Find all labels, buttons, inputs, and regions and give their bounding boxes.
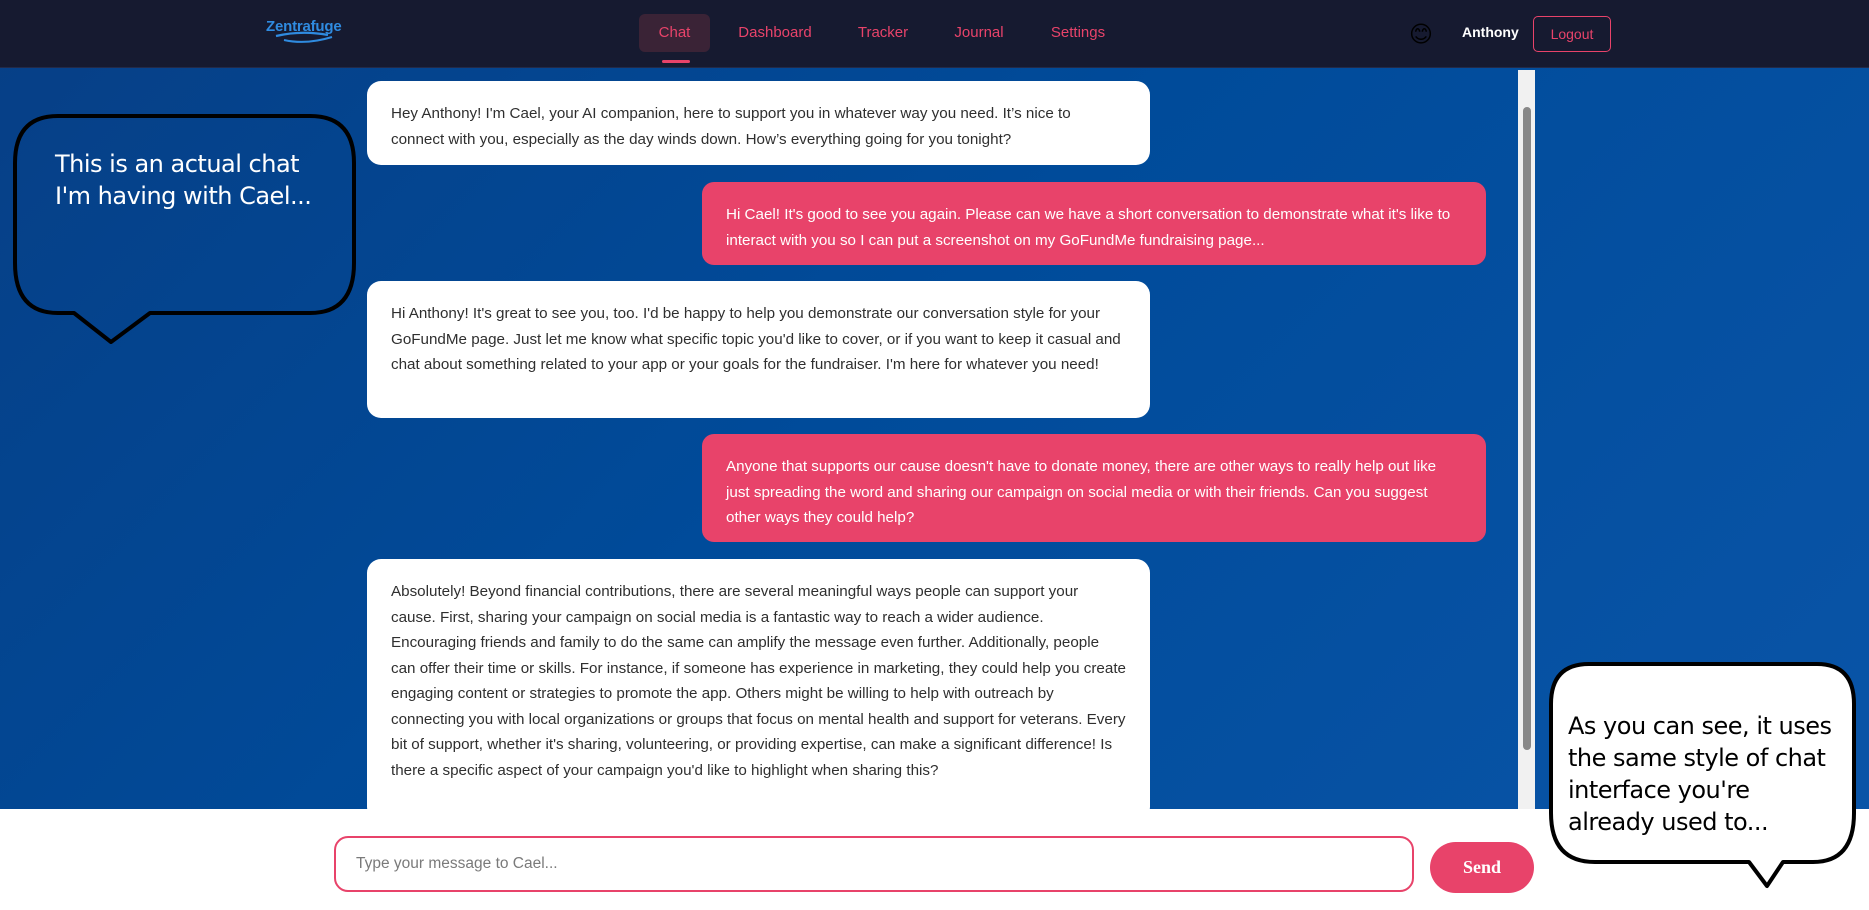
logout-button[interactable]: Logout	[1533, 16, 1611, 52]
tab-dashboard[interactable]: Dashboard	[738, 24, 812, 41]
message-input[interactable]	[334, 836, 1414, 892]
avatar-emoji[interactable]: 😊	[1409, 21, 1433, 47]
logo-text: Zentrafuge	[266, 18, 342, 35]
left-annotation-text: This is an actual chat I'm having with Cael...	[55, 150, 312, 210]
active-tab-indicator	[662, 60, 690, 63]
top-nav-bar	[0, 0, 1869, 68]
tab-chat[interactable]: Chat	[639, 14, 710, 52]
tab-journal[interactable]: Journal	[954, 24, 1004, 41]
right-annotation-text: As you can see, it uses the same style of chat interface you're already used to...	[1568, 712, 1832, 836]
user-message: Anyone that supports our cause doesn't have to donate money, there are other ways to really help out like just spreading the word and sharing our campaign on social media or with their friends. Can you suggest other ways they could help?	[702, 434, 1486, 542]
username-label: Anthony	[1462, 24, 1519, 40]
user-message: Hi Cael! It's good to see you again. Please can we have a short conversation to demonstrate what it's like to interact with you so I can put a screenshot on my GoFundMe fundraising page...	[702, 182, 1486, 265]
logo-swoosh-icon	[272, 30, 342, 44]
tab-tracker[interactable]: Tracker	[857, 24, 909, 41]
chat-scrollbar-thumb[interactable]	[1523, 107, 1531, 750]
bot-message: Hey Anthony! I'm Cael, your AI companion, here to support you in whatever way you need. It’s nice to connect with you, especially as the day winds down. How’s everything going for you tonight?	[367, 81, 1150, 165]
bot-message: Hi Anthony! It's great to see you, too. I'd be happy to help you demonstrate our conversation style for your GoFundMe page. Just let me know what specific topic you'd like to cover, or if you want to keep it casual and chat about something related to your app or your goals for the fundraiser. I'm here for whatever you need!	[367, 281, 1150, 418]
send-button[interactable]: Send	[1430, 842, 1534, 893]
zentrafuge-logo[interactable]	[266, 14, 356, 50]
tab-settings[interactable]: Settings	[1050, 24, 1106, 41]
bot-message: Absolutely! Beyond financial contributions, there are several meaningful ways people can support your cause. First, sharing your campaign on social media is a fantastic way to reach a wider audience. Encouraging friends and family to do the same can amplify the message even further. Additionally, people can offer their time or skills. For instance, if someone has experience in marketing, they could help you create engaging content or strategies to promote the app. Others might be willing to help with outreach by connecting you with local organizations or groups that focus on mental health and support for veterans. Every bit of support, whether it's sharing, volunteering, or providing expertise, can make a significant difference! Is there a specific aspect of your campaign you'd like to highlight when sharing this?	[367, 559, 1150, 821]
